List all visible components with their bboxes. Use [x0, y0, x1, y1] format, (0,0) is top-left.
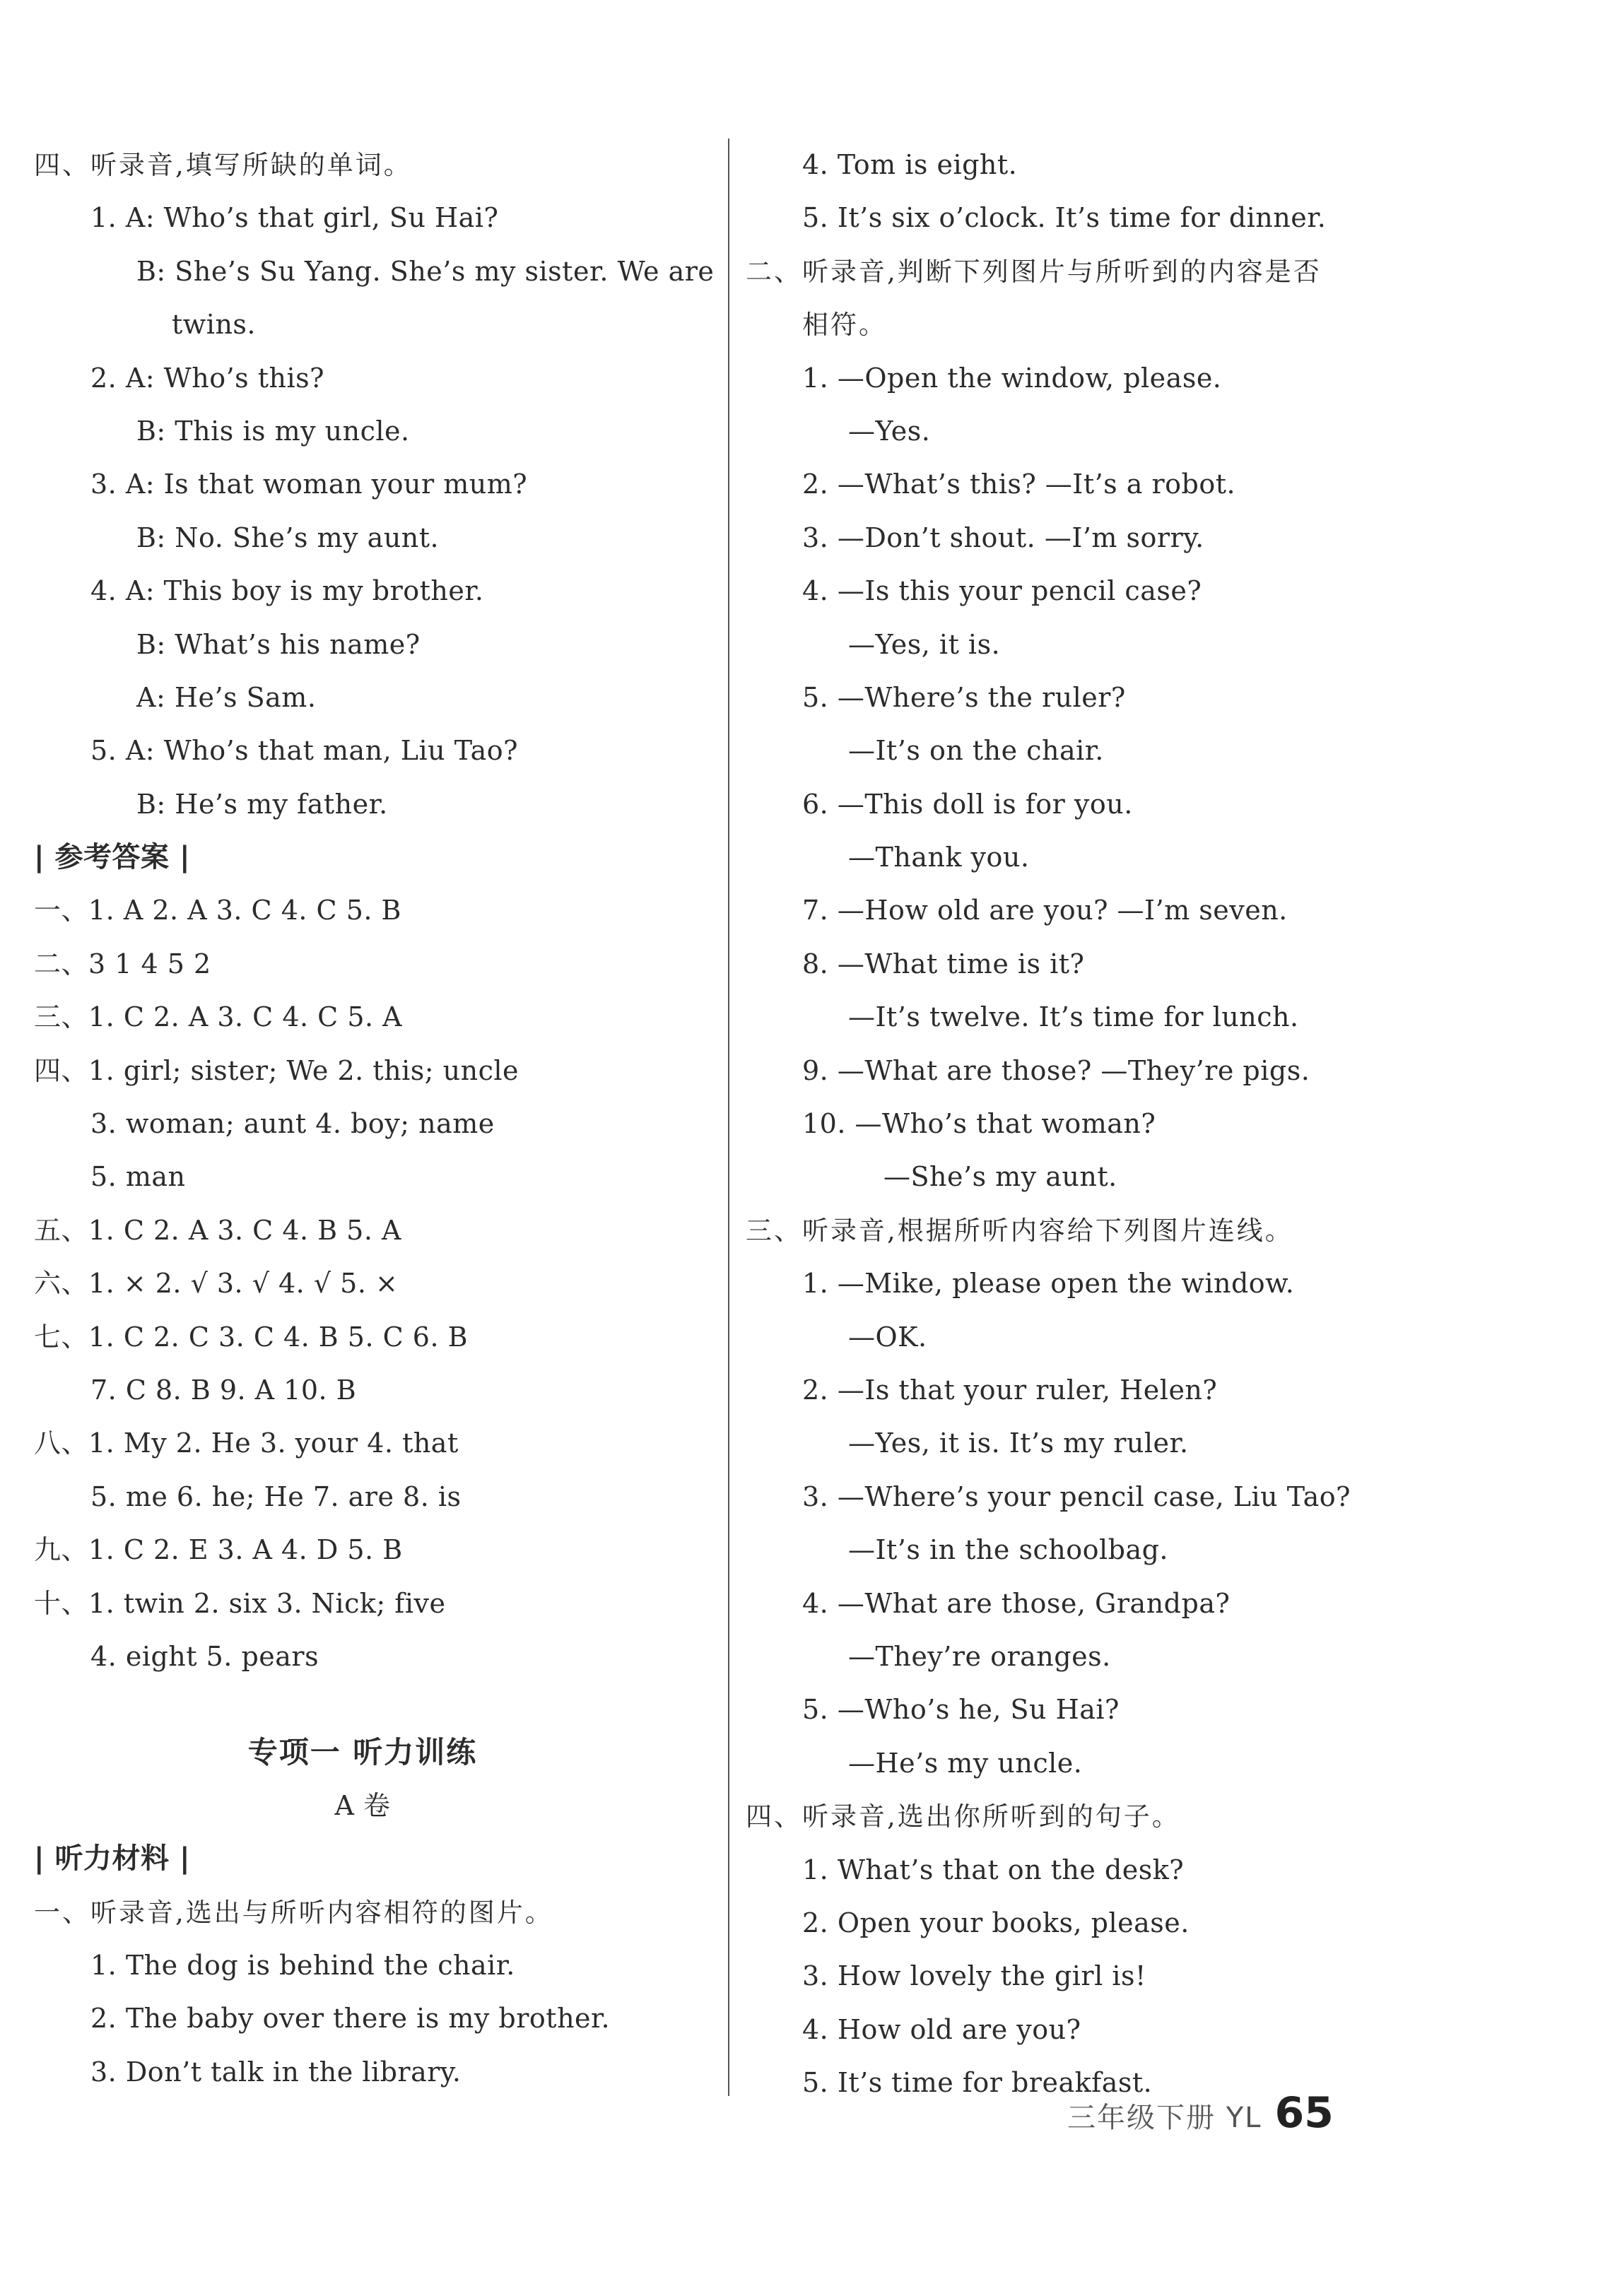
- section-heading: 相符。: [802, 310, 887, 341]
- sentence-line: 3. How lovely the girl is!: [802, 1960, 1146, 1992]
- answer-line: 4. eight 5. pears: [90, 1640, 319, 1672]
- answer-line: 六、1. × 2. √ 3. √ 4. √ 5. ×: [34, 1268, 399, 1300]
- answers-label: | 参考答案 |: [34, 841, 191, 874]
- dialogue-line: —Yes, it is.: [848, 628, 1001, 660]
- dialogue-line: B: She’s Su Yang. She’s my sister. We are: [136, 255, 715, 287]
- dialogue-line: 4. A: This boy is my brother.: [90, 575, 484, 607]
- dialogue-line: —It’s twelve. It’s time for lunch.: [848, 1001, 1299, 1033]
- answer-line: 7. C 8. B 9. A 10. B: [90, 1374, 357, 1406]
- dialogue-line: 6. —This doll is for you.: [802, 788, 1133, 820]
- sentence-line: 1. The dog is behind the chair.: [90, 1949, 515, 1981]
- dialogue-line: —Yes.: [848, 415, 931, 447]
- section-heading: 二、听录音,判断下列图片与所听到的内容是否: [746, 256, 1322, 287]
- right-column: [746, 139, 1445, 2109]
- answer-line: 5. me 6. he; He 7. are 8. is: [90, 1480, 462, 1512]
- section-heading: 一、听录音,选出与所听内容相符的图片。: [34, 1897, 553, 1928]
- dialogue-line: —It’s on the chair.: [848, 735, 1104, 767]
- dialogue-line: —It’s in the schoolbag.: [848, 1534, 1169, 1566]
- dialogue-line: 2. A: Who’s this?: [90, 362, 324, 394]
- dialogue-line: B: He’s my father.: [136, 788, 388, 820]
- dialogue-line: —Thank you.: [848, 842, 1030, 873]
- answer-line: 3. woman; aunt 4. boy; name: [90, 1108, 495, 1140]
- left-column: [34, 139, 715, 2099]
- dialogue-line: 2. —What’s this? —It’s a robot.: [802, 469, 1236, 500]
- answer-line: 三、1. C 2. A 3. C 4. C 5. A: [34, 1001, 403, 1033]
- dialogue-line: —He’s my uncle.: [848, 1747, 1083, 1779]
- section-heading: 四、听录音,填写所缺的单词。: [34, 150, 412, 180]
- column-divider: [728, 139, 729, 2096]
- dialogue-line: 9. —What are those? —They’re pigs.: [802, 1054, 1310, 1086]
- answer-line: 七、1. C 2. C 3. C 4. B 5. C 6. B: [34, 1321, 469, 1353]
- dialogue-line: —Yes, it is. It’s my ruler.: [848, 1427, 1189, 1459]
- dialogue-line: A: He’s Sam.: [136, 681, 317, 713]
- dialogue-line: 1. —Open the window, please.: [802, 362, 1222, 394]
- sentence-line: 5. It’s six o’clock. It’s time for dinner.: [802, 202, 1327, 234]
- page-number: 65: [1274, 2088, 1334, 2138]
- dialogue-line: 1. —Mike, please open the window.: [802, 1268, 1295, 1300]
- spacer: [34, 1683, 712, 1726]
- answer-line: 五、1. C 2. A 3. C 4. B 5. A: [34, 1214, 401, 1246]
- dialogue-line: 10. —Who’s that woman?: [802, 1108, 1156, 1140]
- sentence-line: 1. What’s that on the desk?: [802, 1854, 1185, 1885]
- dialogue-line: 3. —Where’s your pencil case, Liu Tao?: [802, 1480, 1351, 1512]
- dialogue-line: 5. A: Who’s that man, Liu Tao?: [90, 735, 519, 767]
- dialogue-line: 4. —What are those, Grandpa?: [802, 1587, 1231, 1619]
- page-title: 专项一 听力训练: [247, 1735, 478, 1770]
- answer-line: 一、1. A 2. A 3. C 4. C 5. B: [34, 895, 401, 926]
- page-subtitle: A 卷: [334, 1789, 391, 1821]
- answer-line: 5. man: [90, 1161, 186, 1193]
- page-footer: [1067, 2085, 1334, 2141]
- dialogue-line: 1. A: Who’s that girl, Su Hai?: [90, 202, 499, 234]
- dialogue-line: —They’re oranges.: [848, 1640, 1111, 1672]
- sentence-line: 4. Tom is eight.: [802, 149, 1018, 180]
- sentence-line: 4. How old are you?: [802, 2013, 1081, 2045]
- dialogue-line: B: This is my uncle.: [136, 415, 410, 447]
- answer-line: 九、1. C 2. E 3. A 4. D 5. B: [34, 1534, 403, 1566]
- dialogue-line: —OK.: [848, 1321, 927, 1353]
- dialogue-line: 2. —Is that your ruler, Helen?: [802, 1374, 1218, 1406]
- answer-line: 十、1. twin 2. six 3. Nick; five: [34, 1587, 446, 1619]
- material-label: | 听力材料 |: [34, 1842, 191, 1876]
- answer-line: 四、1. girl; sister; We 2. this; uncle: [34, 1054, 519, 1086]
- answer-line: 八、1. My 2. He 3. your 4. that: [34, 1427, 459, 1459]
- dialogue-line: —She’s my aunt.: [883, 1161, 1117, 1193]
- sentence-line: 2. Open your books, please.: [802, 1907, 1190, 1938]
- dialogue-line: 3. A: Is that woman your mum?: [90, 469, 528, 500]
- dialogue-line: 5. —Where’s the ruler?: [802, 681, 1126, 713]
- dialogue-line: 5. —Who’s he, Su Hai?: [802, 1694, 1120, 1726]
- sentence-line: 5. It’s time for breakfast.: [802, 2067, 1153, 2099]
- dialogue-line: B: What’s his name?: [136, 628, 421, 660]
- sentence-line: 3. Don’t talk in the library.: [90, 2056, 462, 2088]
- section-heading: 三、听录音,根据所听内容给下列图片连线。: [746, 1215, 1293, 1246]
- dialogue-line: 3. —Don’t shout. —I’m sorry.: [802, 522, 1204, 553]
- dialogue-line: 4. —Is this your pencil case?: [802, 575, 1202, 607]
- sentence-line: 2. The baby over there is my brother.: [90, 2003, 611, 2035]
- section-heading: 四、听录音,选出你所听到的句子。: [746, 1801, 1180, 1832]
- grade-label: 三年级下册 YL: [1067, 2102, 1262, 2134]
- dialogue-line: 8. —What time is it?: [802, 948, 1085, 979]
- dialogue-line: B: No. She’s my aunt.: [136, 522, 440, 553]
- dialogue-line: twins.: [172, 309, 257, 341]
- answer-line: 二、3 1 4 5 2: [34, 948, 211, 979]
- dialogue-line: 7. —How old are you? —I’m seven.: [802, 895, 1288, 926]
